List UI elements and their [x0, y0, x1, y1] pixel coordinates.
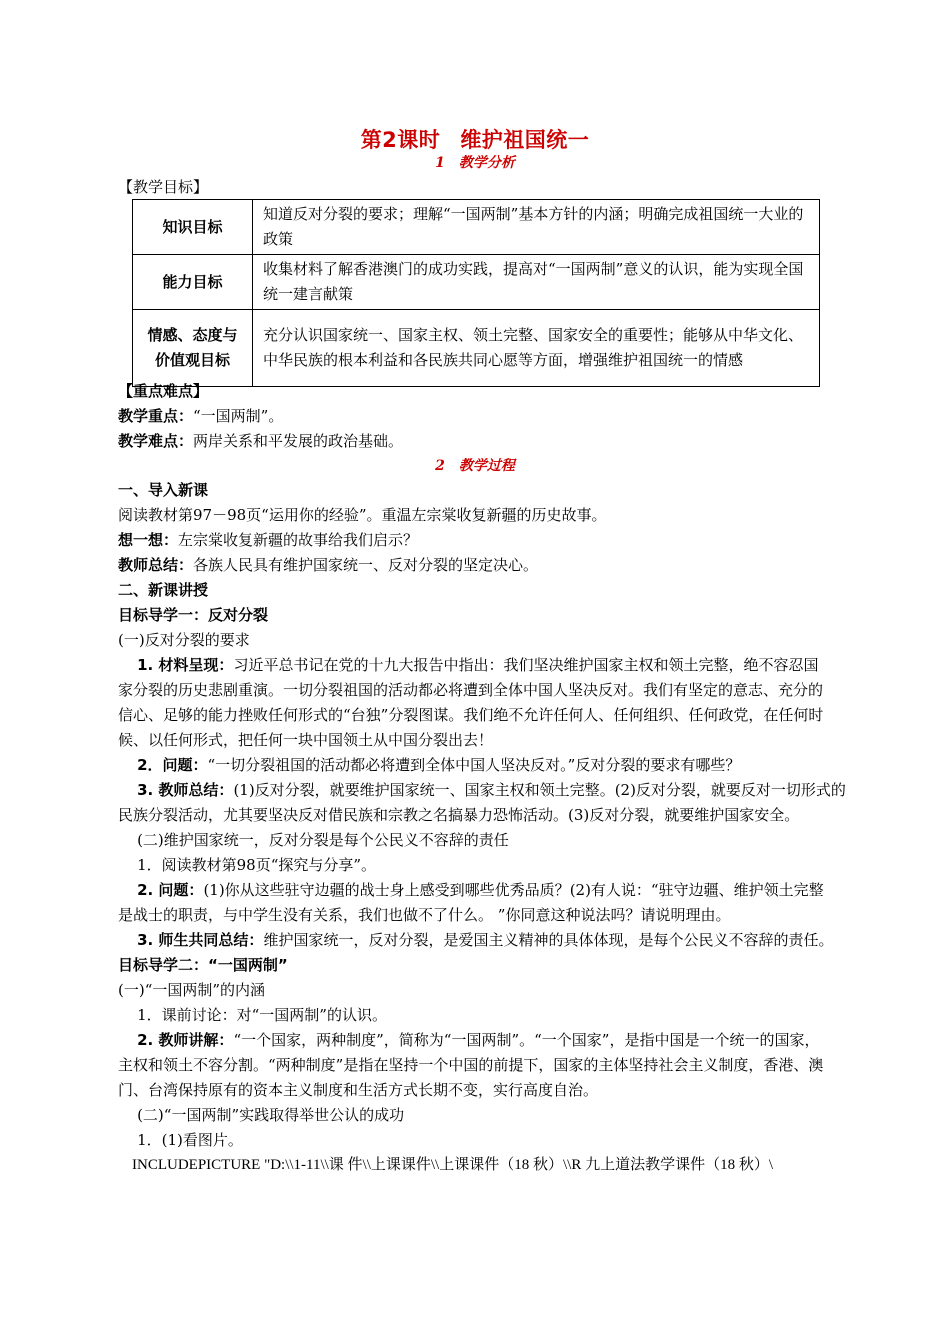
paragraph: (一)“一国两制”的内涵	[118, 981, 266, 999]
paragraph-text: (二)“一国两制”实践取得举世公认的成功	[137, 1106, 405, 1124]
paragraph-text: “一个国家，两种制度”，简称为“一国两制”。“一个国家”，是指中国是一个统一的国家，	[233, 1031, 820, 1049]
section-heading-analysis	[0, 152, 950, 172]
table-row	[133, 200, 820, 255]
paragraph: 阅读教材第97－98页“运用你的经验”。重温左宗棠收复新疆的历史故事。	[118, 506, 607, 524]
paragraph: 民族分裂活动，尤其要坚决反对借民族和宗教之名搞暴力恐怖活动。(3)反对分裂，就要维护国家安全。	[118, 806, 800, 824]
paragraph	[118, 830, 863, 850]
lesson-title	[0, 124, 950, 154]
goal-text: 充分认识国家统一、国家主权、领土完整、国家安全的重要性；能够从中华文化、中华民族的根本利益和各民族共同心愿等方面，增强维护祖国统一的情感	[253, 310, 820, 387]
goal-text: 收集材料了解香港澳门的成功实践，提高对“一国两制”意义的认识，能为实现全国统一建言献策	[253, 255, 820, 310]
paragraph-label: 2. 问题：	[137, 881, 204, 899]
paragraph-text: 维护国家统一，反对分裂，是爱国主义精神的具体体现，是每个公民义不容辞的责任。	[263, 931, 834, 949]
paragraph	[118, 1005, 863, 1025]
goal-label-line2: 价值观目标	[154, 351, 230, 369]
paragraph	[118, 555, 863, 575]
goal-label-line1: 情感、态度与	[147, 326, 238, 344]
paragraph-label: 1. 材料呈现：	[137, 656, 234, 674]
goal-label	[133, 310, 253, 387]
keypoints-heading: 【重点难点】	[118, 382, 209, 400]
goals-table	[132, 199, 820, 387]
paragraph-text: 1．阅读教材第98页“探究与分享”。	[137, 856, 377, 874]
key-point	[118, 406, 863, 426]
heading-intro: 一、导入新课	[118, 481, 209, 499]
paragraph	[118, 1105, 863, 1125]
paragraph-text: (二)维护国家统一，反对分裂是每个公民义不容辞的责任	[137, 831, 509, 849]
difficulty-point	[118, 431, 863, 451]
table-row	[133, 255, 820, 310]
difficulty-label: 教学难点：	[118, 432, 194, 450]
paragraph-text: 1．(1)看图片。	[137, 1131, 243, 1149]
paragraph-label: 3. 师生共同总结：	[137, 931, 264, 949]
section-label: 教学过程	[458, 458, 515, 474]
paragraph-text: 各族人民具有维护国家统一、反对分裂的坚定决心。	[193, 556, 539, 574]
paragraph: 主权和领土不容分割。“两种制度”是指在坚持一个中国的前提下，国家的主体坚持社会主义制度，香港、澳	[118, 1056, 824, 1074]
paragraph-text: “一切分裂祖国的活动都必将遭到全体中国人坚决反对。”反对分裂的要求有哪些？	[207, 756, 741, 774]
paragraph	[118, 1130, 863, 1150]
paragraph-text: 左宗棠收复新疆的故事给我们启示？	[178, 531, 419, 549]
heading-goal-1: 目标导学一：反对分裂	[118, 606, 269, 624]
paragraph	[118, 880, 863, 900]
heading-goal-2: 目标导学二：“一国两制”	[118, 956, 288, 974]
paragraph	[118, 655, 863, 675]
difficulty-text: 两岸关系和平发展的政治基础。	[193, 432, 404, 450]
paragraph-text: 1．课前讨论：对“一国两制”的认识。	[137, 1006, 387, 1024]
paragraph-label: 3. 教师总结：	[137, 781, 234, 799]
paragraph	[118, 530, 863, 550]
paragraph-text: 习近平总书记在党的十九大报告中指出：我们坚决维护国家主权和领土完整，绝不容忍国	[233, 656, 819, 674]
paragraph	[118, 930, 863, 950]
paragraph	[118, 855, 863, 875]
goals-heading: 【教学目标】	[118, 178, 209, 196]
paragraph	[118, 1030, 863, 1050]
goal-label: 知识目标	[133, 200, 253, 255]
key-point-label: 教学重点：	[118, 407, 194, 425]
paragraph: 是战士的职责，与中学生没有关系，我们也做不了什么。 ”你同意这种说法吗？请说明理由。	[118, 906, 731, 924]
paragraph-label: 2. 教师讲解：	[137, 1031, 234, 1049]
paragraph: 家分裂的历史悲剧重演。一切分裂祖国的活动都必将遭到全体中国人坚决反对。我们有坚定的意志、充分的	[118, 681, 824, 699]
table-row	[133, 310, 820, 387]
section-number: 1	[435, 155, 445, 171]
paragraph: 候、以任何形式，把任何一块中国领土从中国分裂出去！	[118, 731, 494, 749]
paragraph: 门、台湾保持原有的资本主义制度和生活方式长期不变，实行高度自治。	[118, 1081, 599, 1099]
lesson-number: 第2课时	[360, 128, 441, 152]
section-heading-process	[0, 455, 950, 475]
section-number: 2	[435, 458, 445, 474]
key-point-text: “一国两制”。	[193, 407, 284, 425]
goal-label: 能力目标	[133, 255, 253, 310]
paragraph-text: (1)反对分裂，就要维护国家统一、国家主权和领土完整。(2)反对分裂，就要反对一切形式的	[233, 781, 846, 799]
paragraph	[118, 780, 863, 800]
paragraph	[118, 755, 863, 775]
paragraph: 信心、足够的能力挫败任何形式的“台独”分裂图谋。我们绝不允许任何人、任何组织、任何政党，在任何时	[118, 706, 824, 724]
heading-new-lesson: 二、新课讲授	[118, 581, 209, 599]
paragraph-label: 想一想：	[118, 531, 179, 549]
goal-text: 知道反对分裂的要求；理解“一国两制”基本方针的内涵；明确完成祖国统一大业的政策	[253, 200, 820, 255]
paragraph-text: (1)你从这些驻守边疆的战士身上感受到哪些优秀品质？(2)有人说：“驻守边疆、维护领土完整	[203, 881, 824, 899]
paragraph-label: 教师总结：	[118, 556, 194, 574]
paragraph-label: 2．问题：	[137, 756, 208, 774]
paragraph: (一)反对分裂的要求	[118, 631, 250, 649]
section-label: 教学分析	[458, 155, 515, 171]
field-code-text: INCLUDEPICTURE "D:\\1-11\\课 件\\上课课件\\上课课件（18 秋）\\R 九上道法教学课件（18 秋）\	[132, 1157, 773, 1173]
lesson-name: 维护祖国统一	[460, 128, 590, 152]
